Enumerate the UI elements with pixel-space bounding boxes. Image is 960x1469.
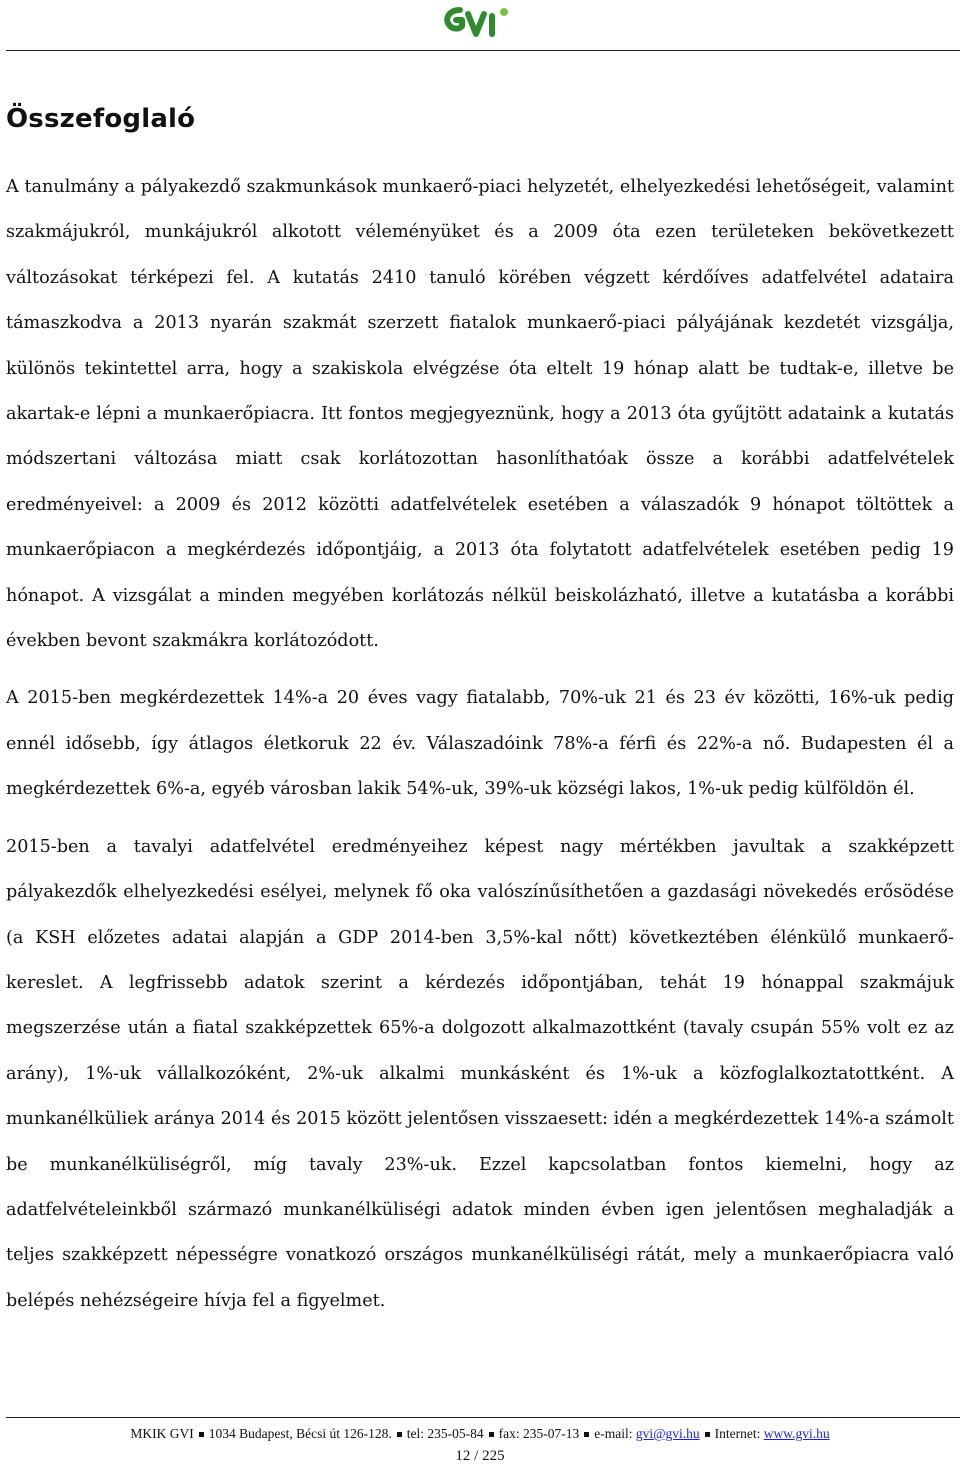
summary-body	[6, 165, 954, 1336]
section-title: Összefoglaló	[6, 104, 196, 134]
paragraph-employment: 2015-ben a tavalyi adatfelvétel eredményeihez képest nagy mértékben javultak a szakképzett pályakezdők elhelyezkedési esélyei, melynek fő oka valószínűsíthetően a gazdasági növekedés erősödése (a KSH előzetes adatai alapján a GDP 2014-ben 3,5%-kal nőtt) következtében élénkülő munkaerő-kereslet. A legfrissebb adatok szerint a kérdezés időpontjában, tehát 19 hónappal szakmájuk megszerzése után a fiatal szakképzettek 65%-a dolgozott alkalmazottként (tavaly csupán 55% volt ez az arány), 1%-uk vállalkozóként, 2%-uk alkalmi munkásként és 1%-uk a közfoglalkoztatottként. A munkanélküliek aránya 2014 és 2015 között jelentősen visszaesett: idén a megkérdezettek 14%-a számolt be munkanélküliségről, míg tavaly 23%-uk. Ezzel kapcsolatban fontos kiemelni, hogy az adatfelvételeinkből származó munkanélküliségi adatok minden évben igen jelentősen meghaladják a teljes szakképzett népességre vonatkozó országos munkanélküliségi rátát, mely a munkaerőpiacra való belépés nehézségeire hívja fel a figyelmet.	[6, 836, 954, 1311]
separator-icon	[199, 1432, 204, 1437]
separator-icon	[705, 1432, 710, 1437]
footer-org: MKIK GVI	[130, 1426, 194, 1441]
footer-divider	[6, 1417, 960, 1418]
footer-address: 1034 Budapest, Bécsi út 126-128.	[208, 1426, 392, 1441]
separator-icon	[584, 1432, 589, 1437]
page-number: 12 / 225	[455, 1448, 505, 1464]
footer-fax: fax: 235-07-13	[498, 1426, 580, 1441]
footer-internet-label: Internet:	[714, 1426, 761, 1441]
separator-icon	[489, 1432, 494, 1437]
paragraph-demographics: A 2015-ben megkérdezettek 14%-a 20 éves vagy fiatalabb, 70%-uk 21 és 23 év közötti, 16%-uk pedig ennél idősebb, így átlagos életkoruk 22 év. Válaszadóink 78%-a férfi és 22%-a nő. Budapesten él a megkérdezettek 6%-a, egyéb városban lakik 54%-uk, 39%-uk községi lakos, 1%-uk pedig külföldön él.	[6, 688, 954, 800]
email-link[interactable]: gvi@gvi.hu	[635, 1426, 700, 1441]
page-footer	[0, 1417, 960, 1469]
page-header	[0, 0, 960, 56]
gvi-logo	[438, 2, 518, 42]
footer-tel: tel: 235-05-84	[406, 1426, 484, 1441]
footer-contact	[0, 1426, 960, 1442]
paragraph-intro: A tanulmány a pályakezdő szakmunkások munkaerő-piaci helyzetét, elhelyezkedési lehetőségeit, valamint szakmájukról, munkájukról alkotott véleményüket és a 2009 óta ezen területeken bekövetkezett változásokat térképezi fel. A kutatás 2410 tanuló körében végzett kérdőíves adatfelvétel adataira támaszkodva a 2013 nyarán szakmát szerzett fiatalok munkaerő-piaci pályájának kezdetét vizsgálja, különös tekintettel arra, hogy a szakiskola elvégzése óta eltelt 19 hónap alatt be tudtak-e, illetve be akartak-e lépni a munkaerőpiacra. Itt fontos megjegyeznünk, hogy a 2013 óta gyűjtött adataink a kutatás módszertani változása miatt csak korlátozottan hasonlíthatóak össze a korábbi adatfelvételek eredményeivel: a 2009 és 2012 közötti adatfelvételek esetében a válaszadók 9 hónapot töltöttek a munkaerőpiacon a megkérdezés időpontjáig, a 2013 óta folytatott adatfelvételek esetében pedig 19 hónapot. A vizsgálat a minden megyében korlátozás nélkül beiskolázható, illetve a kutatásba a korábbi években bevont szakmákra korlátozódott.	[6, 177, 954, 652]
footer-email-label: e-mail:	[594, 1426, 633, 1441]
separator-icon	[397, 1432, 402, 1437]
header-divider	[6, 50, 960, 51]
website-link[interactable]: www.gvi.hu	[763, 1426, 830, 1441]
